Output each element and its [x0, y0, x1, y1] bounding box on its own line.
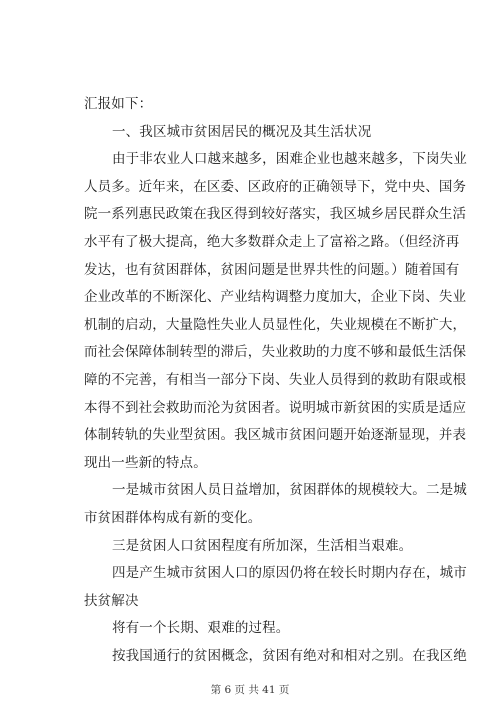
text-line: 而社会保障体制转型的滞后，失业救助的力度不够和最低生活保: [84, 344, 467, 361]
page-number-footer: 第 6 页 共 41 页: [210, 684, 290, 696]
text-line: 企业改革的不断深化、产业结构调整力度加大，企业下岗、失业: [84, 289, 467, 306]
text-line: 四是产生城市贫困人口的原因仍将在较长时期内存在，城市: [112, 565, 467, 582]
text-line: 院一系列惠民政策在我区得到较好落实，我区城乡居民群众生活: [84, 206, 467, 223]
text-line: 将有一个长期、艰难的过程。: [112, 620, 290, 637]
text-line: 水平有了极大提高，绝大多数群众走上了富裕之路。（但经济再: [84, 233, 460, 250]
text-line: 汇报如下：: [84, 96, 153, 112]
text-line: 由于非农业人口越来越多，困难企业也越来越多，下岗失业: [112, 151, 467, 168]
text-line: 发达，也有贫困群体，贫困问题是世界共性的问题。）随着国有: [84, 261, 460, 278]
text-line: 障的不完善，有相当一部分下岗、失业人员得到的救助有限或根: [84, 371, 467, 388]
text-line: 本得不到社会救助而沦为贫困者。说明城市新贫困的实质是适应: [84, 399, 467, 416]
text-line: 扶贫解决: [84, 592, 139, 609]
text-line: 按我国通行的贫困概念，贫困有绝对和相对之别。在我区绝: [112, 647, 467, 664]
text-line: 现出一些新的特点。: [84, 454, 207, 471]
document-body: [84, 94, 467, 673]
text-line: 体制转轨的失业型贫困。我区城市贫困问题开始逐渐显现，并表: [84, 427, 467, 444]
text-line: 三是贫困人口贫困程度有所加深，生活相当艰难。: [112, 537, 413, 554]
text-line: 机制的启动，大量隐性失业人员显性化，失业规模在不断扩大，: [84, 316, 467, 333]
text-line: 人员多。近年来，在区委、区政府的正确领导下，党中央、国务: [84, 178, 467, 195]
text-line: 市贫困群体构成有新的变化。: [84, 509, 262, 526]
text-line: 一是城市贫困人员日益增加，贫困群体的规模较大。二是城: [112, 482, 467, 499]
section-heading: 一、我区城市贫困居民的概况及其生活状况: [112, 123, 372, 140]
